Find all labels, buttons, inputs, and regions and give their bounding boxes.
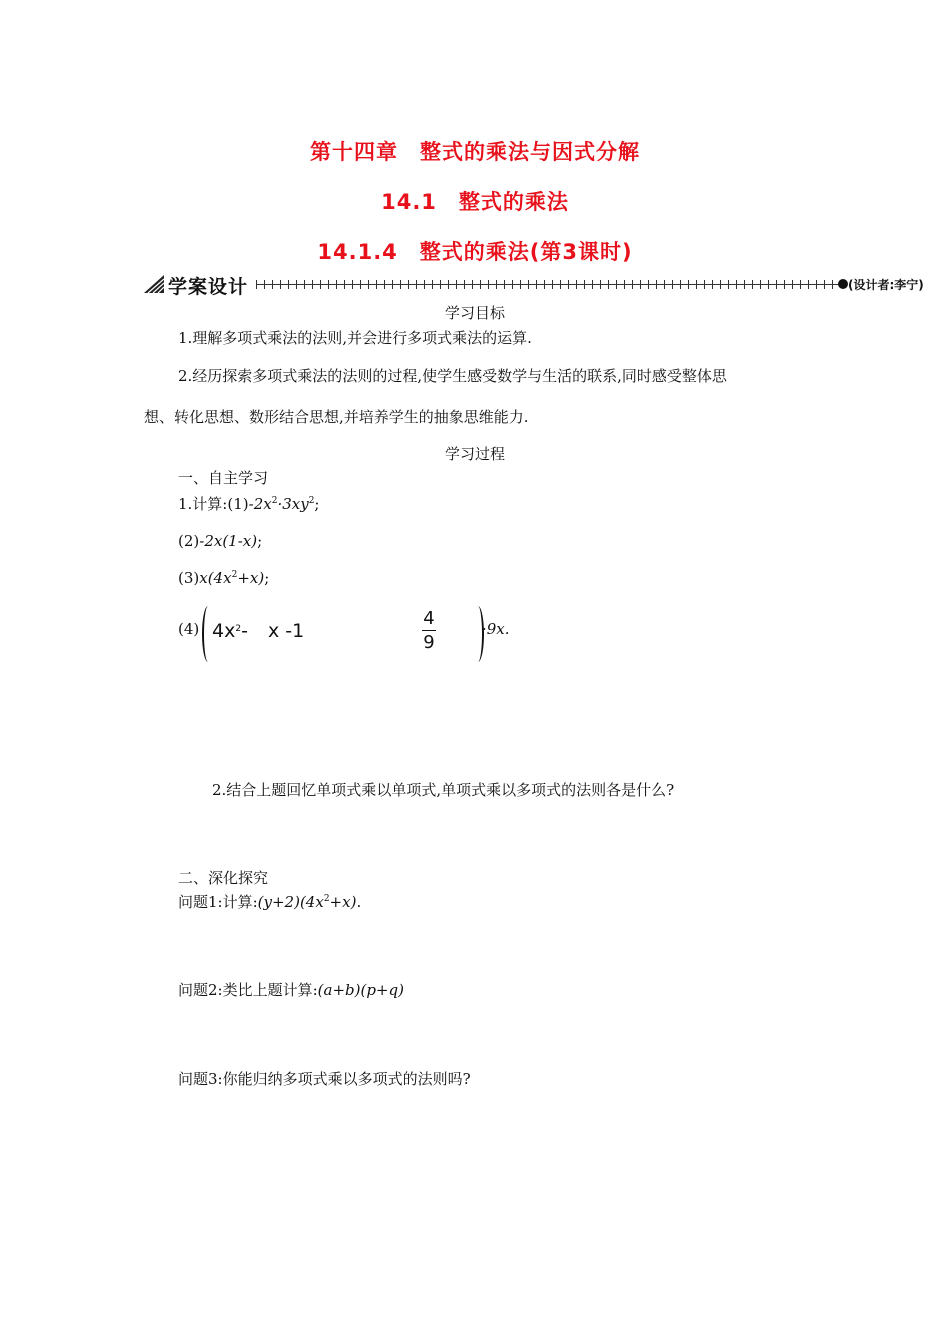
- triangle-icon: [144, 275, 164, 293]
- process-heading: 学习过程: [444, 445, 505, 463]
- problem2-expr: (a+b)(p+q): [317, 981, 404, 999]
- q1-end: ;: [314, 495, 320, 513]
- problem1-end: .: [356, 893, 362, 911]
- q1-sup-a: 2: [271, 496, 278, 506]
- question-1-2: [178, 531, 262, 551]
- question-2: 2.结合上题回忆单项式乘以单项式,单项式乘以多项式的法则各是什么?: [212, 781, 675, 799]
- q1-3-end: ;: [264, 569, 270, 587]
- objective-item-2-line-1: 2.经历探索多项式乘法的法则的过程,使学生感受数学与生活的联系,同时感受整体思: [178, 367, 727, 385]
- fraction: [422, 608, 436, 655]
- fraction-denominator: 9: [423, 632, 435, 653]
- problem1-expr-a: (y+2)(4x: [257, 893, 324, 911]
- q1-4-expr: [212, 620, 304, 642]
- q1-4-minus: -: [241, 620, 248, 642]
- q1-3-sup: 2: [231, 570, 238, 580]
- problem1-prefix: 问题1:计算:: [178, 893, 258, 911]
- part2-title: 二、深化探究: [178, 869, 269, 887]
- section-title: 14.1 整式的乘法: [381, 190, 569, 214]
- q1-3-expr-b: +x): [237, 569, 265, 587]
- design-banner: [144, 272, 944, 296]
- question-1-1: [178, 494, 319, 514]
- problem-2: [178, 980, 404, 1000]
- q1-2-expr: -2x(1-x): [199, 532, 258, 550]
- objective-item-2-line-2: 想、转化思想、数形结合思想,并培养学生的抽象思维能力.: [144, 408, 529, 426]
- banner-label: 学案设计: [168, 276, 249, 298]
- problem1-sup: 2: [323, 894, 330, 904]
- part1-title: 一、自主学习: [178, 469, 269, 487]
- q1-3-expr-a: x(4x: [199, 569, 232, 587]
- problem1-expr-b: +x): [329, 893, 357, 911]
- objective-item-1: 1.理解多项式乘法的法则,并会进行多项式乘法的运算.: [178, 329, 532, 347]
- q1-4-label: (4): [178, 620, 200, 638]
- q1-4-expr-a: 4x: [212, 620, 236, 642]
- banner-credit: (设计者:李宁): [848, 278, 924, 292]
- q1-expr-b: ·3xy: [277, 495, 309, 513]
- question-1-4: [178, 606, 510, 662]
- q1-prefix: 1.计算:(1): [178, 495, 249, 513]
- bullet-dot-icon: [838, 279, 848, 289]
- banner-ticks: [256, 280, 840, 289]
- q1-2-label: (2): [178, 532, 200, 550]
- problem-1: [178, 892, 361, 912]
- question-1-3: [178, 568, 269, 588]
- lesson-title: 14.1.4 整式的乘法(第3课时): [317, 240, 633, 264]
- q1-3-label: (3): [178, 569, 200, 587]
- q1-4-tail: ·9x.: [482, 620, 510, 638]
- q1-expr-a: -2x: [248, 495, 272, 513]
- fraction-numerator: 4: [423, 608, 435, 629]
- problem2-prefix: 问题2:类比上题计算:: [178, 981, 318, 999]
- problem-3: 问题3:你能归纳多项式乘以多项式的法则吗?: [178, 1070, 471, 1088]
- chapter-title: 第十四章 整式的乘法与因式分解: [310, 140, 640, 164]
- objectives-heading: 学习目标: [444, 304, 505, 322]
- q1-4-expr-b: x -1: [267, 620, 305, 642]
- q1-sup-b: 2: [308, 496, 315, 506]
- q1-4-sup: 2: [235, 624, 242, 634]
- q1-2-end: ;: [257, 532, 263, 550]
